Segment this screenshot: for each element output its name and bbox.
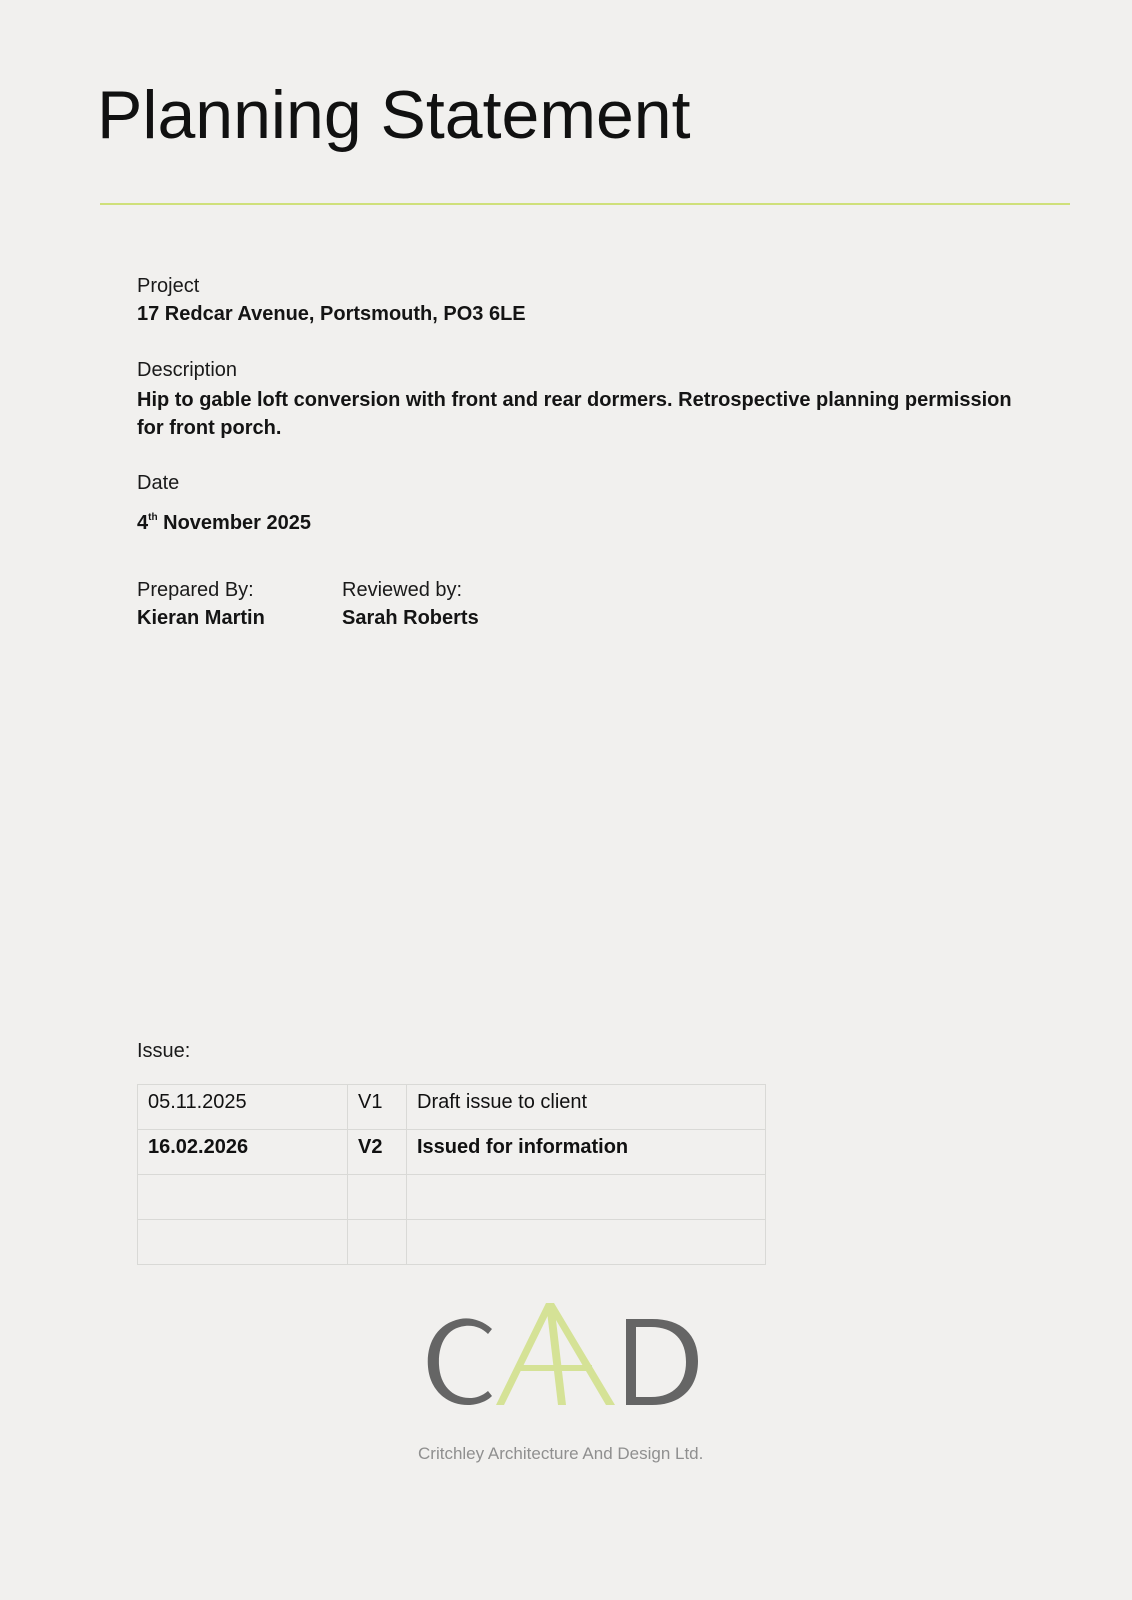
table-row xyxy=(138,1130,766,1175)
issue-table xyxy=(137,1084,766,1265)
reviewed-by-value: Sarah Roberts xyxy=(342,607,479,629)
company-logo xyxy=(420,1295,720,1425)
issue-date-cell xyxy=(138,1175,348,1220)
issue-version-cell: V1 xyxy=(348,1085,407,1130)
issue-note-cell xyxy=(407,1175,766,1220)
issue-note-cell: Draft issue to client xyxy=(407,1085,766,1130)
issue-date-cell xyxy=(138,1220,348,1265)
title-divider xyxy=(100,203,1070,205)
description-label: Description xyxy=(137,359,238,381)
issue-note-cell xyxy=(407,1220,766,1265)
table-row xyxy=(138,1175,766,1220)
table-row xyxy=(138,1220,766,1265)
date-rest: November 2025 xyxy=(157,512,311,534)
prepared-by-label: Prepared By: xyxy=(137,579,254,601)
project-value: 17 Redcar Avenue, Portsmouth, PO3 6LE xyxy=(137,303,526,325)
issue-version-cell xyxy=(348,1175,407,1220)
logo-a-crossbar xyxy=(516,1365,592,1371)
table-row xyxy=(138,1085,766,1130)
issue-date-cell: 05.11.2025 xyxy=(138,1085,348,1130)
date-day: 4 xyxy=(137,512,149,534)
logo-letter-d xyxy=(626,1319,698,1405)
issue-version-cell xyxy=(348,1220,407,1265)
reviewed-by-label: Reviewed by: xyxy=(342,579,463,601)
page-title: Planning Statement xyxy=(97,77,691,153)
date-value xyxy=(137,512,311,535)
date-label: Date xyxy=(137,472,180,494)
description-value: Hip to gable loft conversion with front and rear dormers. Retrospective planning permission for front porch. xyxy=(137,389,1012,439)
date-suffix: th xyxy=(148,512,158,523)
issue-label: Issue: xyxy=(137,1040,191,1062)
logo-caption: Critchley Architecture And Design Ltd. xyxy=(418,1444,704,1463)
issue-note-cell: Issued for information xyxy=(407,1130,766,1175)
issue-date-cell: 16.02.2026 xyxy=(138,1130,348,1175)
logo-letter-a-first xyxy=(496,1303,554,1405)
project-label: Project xyxy=(137,275,200,297)
issue-version-cell: V2 xyxy=(348,1130,407,1175)
logo-letter-c xyxy=(428,1318,492,1405)
prepared-by-value: Kieran Martin xyxy=(137,607,265,629)
